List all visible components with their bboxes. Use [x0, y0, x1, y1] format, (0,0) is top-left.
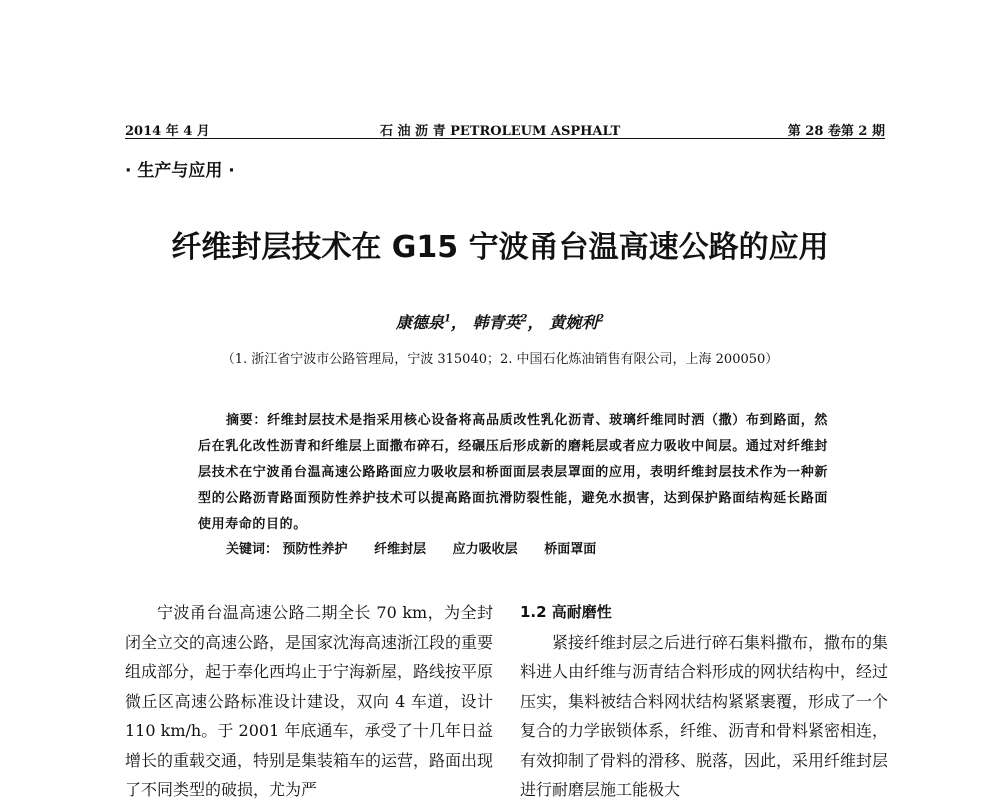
author-list [0, 310, 1000, 333]
author-affil-mark: 2 [597, 313, 605, 325]
paper-title: 纤维封层技术在 G15 宁波甬台温高速公路的应用 [171, 230, 829, 265]
author: 韩青英 [472, 313, 521, 332]
body-paragraph: 紧接纤维封层之后进行碎石集料撒布，撒布的集料进人由纤维与沥青结合料形成的网状结构中，经过压实，集料被结合料网状结构紧紧裹覆，形成了一个复合的力学嵌锁体系，纤维、沥青和骨料紧密相连，有效抑制了骨料的滑移、脱落，因此，采用纤维封层进行耐磨层施工能极大 [520, 632, 889, 799]
keyword: 纤维封层 [374, 542, 427, 557]
author: 黄婉利 [549, 313, 598, 332]
keyword: 桥面罩面 [544, 542, 597, 557]
section-label: · 生产与应用 · [125, 161, 235, 181]
header-journal: 石 油 沥 青 PETROLEUM ASPHALT [380, 124, 621, 139]
separator: ， [527, 313, 544, 332]
author-affil-mark: 2 [520, 313, 528, 325]
keywords-label: 关键词： [226, 542, 279, 557]
left-column [125, 598, 493, 805]
author: 康德泉 [395, 313, 444, 332]
header-date: 2014 年 4 月 [125, 124, 210, 139]
running-header [125, 118, 885, 139]
keywords [226, 538, 618, 557]
right-column [520, 598, 888, 805]
body-paragraph: 宁波甬台温高速公路二期全长 70 km，为全封闭全立交的高速公路，是国家沈海高速浙江段的重要组成部分，起于奉化西坞止于宁海新屋，路线按平原微丘区高速公路标准设计建设，双向 4 车道，设计 110 km/h。于 2001 年底通车，承受了十几年日益增长的重载交通，特别是集装箱车的运营，路面出现了不同类型的破损，尤为严 [125, 603, 494, 799]
separator: ， [450, 313, 467, 332]
abstract-text: 纤维封层技术是指采用核心设备将高品质改性乳化沥青、玻璃纤维同时洒（撒）布到路面，然后在乳化改性沥青和纤维层上面撒布碎石，经碾压后形成新的磨耗层或者应力吸收中间层。通过对纤维封层技术在宁波甬台温高速公路路面应力吸收层和桥面面层表层罩面的应用，表明纤维封层技术作为一种新型的公路沥青路面预防性养护技术可以提高路面抗滑防裂性能，避免水损害，达到保护路面结构延长路面使用寿命的目的。 [198, 413, 828, 532]
abstract [198, 408, 828, 538]
keyword: 预防性养护 [282, 542, 348, 557]
affiliation: （1. 浙江省宁波市公路管理局，宁波 315040；2. 中国石化炼油销售有限公司，上海 200050） [221, 352, 779, 367]
abstract-label: 摘要： [226, 413, 268, 428]
subsection-heading: 1.2 高耐磨性 [520, 603, 612, 621]
keyword: 应力吸收层 [452, 542, 518, 557]
author-affil-mark: 1 [443, 313, 451, 325]
header-issue: 第 28 卷第 2 期 [787, 124, 885, 139]
